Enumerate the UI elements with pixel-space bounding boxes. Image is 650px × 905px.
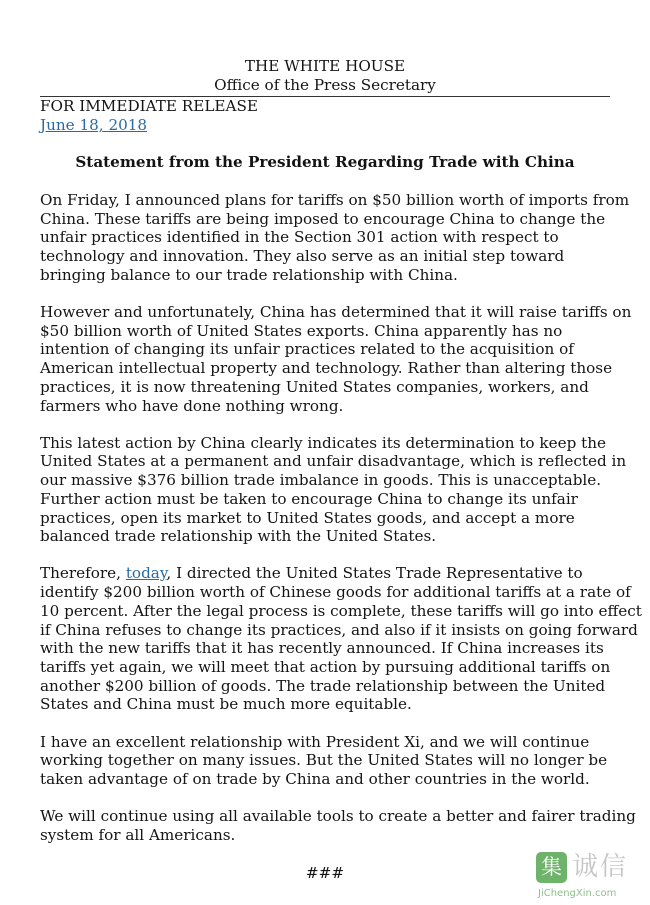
text-suffix: , I directed the United States Trade Representative to [166, 564, 583, 583]
text-line: On Friday, I announced plans for tariffs on $50 billion worth of imports from [40, 191, 630, 209]
text-line [40, 564, 615, 583]
statement-title: Statement from the President Regarding Trade with China [75, 153, 575, 171]
paragraph-1 [40, 191, 630, 285]
text-line: We will continue using all available tools to create a better and fairer trading [40, 807, 636, 826]
paragraph-6 [40, 807, 636, 844]
release-date-link[interactable]: June 18, 2018 [40, 116, 148, 134]
release-info [40, 97, 258, 135]
text-line: tariffs yet again, we will meet that action by pursuing additional tariffs on [40, 657, 611, 676]
text-line: taken advantage of on trade by China and other countries in the world. [40, 769, 590, 788]
text-line: Further action must be taken to encourage China to change its unfair [40, 489, 578, 508]
text-line: technology and innovation. They also serve as an initial step toward [40, 247, 565, 266]
org-name: THE WHITE HOUSE [244, 57, 406, 75]
text-line: with the new tariffs that it has recently announced. If China increases its [40, 639, 604, 658]
end-mark: ### [305, 864, 345, 882]
text-line: identify $200 billion worth of Chinese goods for additional tariffs at a rate of [40, 583, 631, 602]
paragraph-5 [40, 733, 615, 789]
text-line: farmers who have done nothing wrong. [40, 396, 344, 415]
watermark-chars: 诚信 [572, 852, 629, 882]
text-line: China. These tariffs are being imposed to encourage China to change the [40, 209, 606, 228]
header [0, 57, 650, 95]
paragraph-3 [40, 433, 627, 546]
paragraph-4 [40, 564, 642, 714]
text-line: I have an excellent relationship with President Xi, and we will continue [40, 732, 590, 751]
release-label: FOR IMMEDIATE RELEASE [40, 97, 258, 115]
text-line: American intellectual property and technology. Rather than altering those [40, 359, 613, 378]
text-line: practices, open its market to United States goods, and accept a more [40, 508, 575, 527]
text-line: However and unfortunately, China has determined that it will raise tariffs on [40, 303, 632, 322]
text-line: 10 percent. After the legal process is complete, these tariffs will go into effect [40, 601, 642, 620]
text-line: balanced trade relationship with the United States. [40, 527, 437, 546]
statement-body [40, 191, 642, 863]
watermark-logo [536, 852, 648, 902]
text-line: intention of changing its unfair practices related to the acquisition of [40, 340, 574, 359]
text-line: United States at a permanent and unfair disadvantage, which is reflected in [40, 452, 627, 471]
text-line: bringing balance to our trade relationship with China. [40, 265, 458, 284]
text-line: working together on many issues. But the United States will no longer be [40, 751, 608, 770]
office-name: Office of the Press Secretary [214, 76, 436, 94]
text-prefix: Therefore, [40, 564, 126, 583]
text-line: practices, it is now threatening United States companies, workers, and [40, 377, 589, 396]
text-line: States and China must be much more equitable. [40, 695, 412, 714]
text-line: another $200 billion of goods. The trade relationship between the United [40, 676, 606, 695]
today-link[interactable]: today [125, 564, 167, 583]
watermark-icon: 集 [536, 852, 567, 883]
text-line: unfair practices identified in the Section 301 action with respect to [40, 228, 559, 247]
paragraph-2 [40, 303, 632, 415]
text-line: if China refuses to change its practices, and also if it insists on going forward [40, 620, 638, 639]
watermark-url: JiChengXin.com [538, 888, 617, 899]
text-line: $50 billion worth of United States exports. China apparently has no [40, 321, 563, 340]
text-line: This latest action by China clearly indicates its determination to keep the [40, 433, 606, 452]
text-line: system for all Americans. [40, 825, 236, 844]
text-line: our massive $376 billion trade imbalance in goods. This is unacceptable. [40, 471, 602, 490]
